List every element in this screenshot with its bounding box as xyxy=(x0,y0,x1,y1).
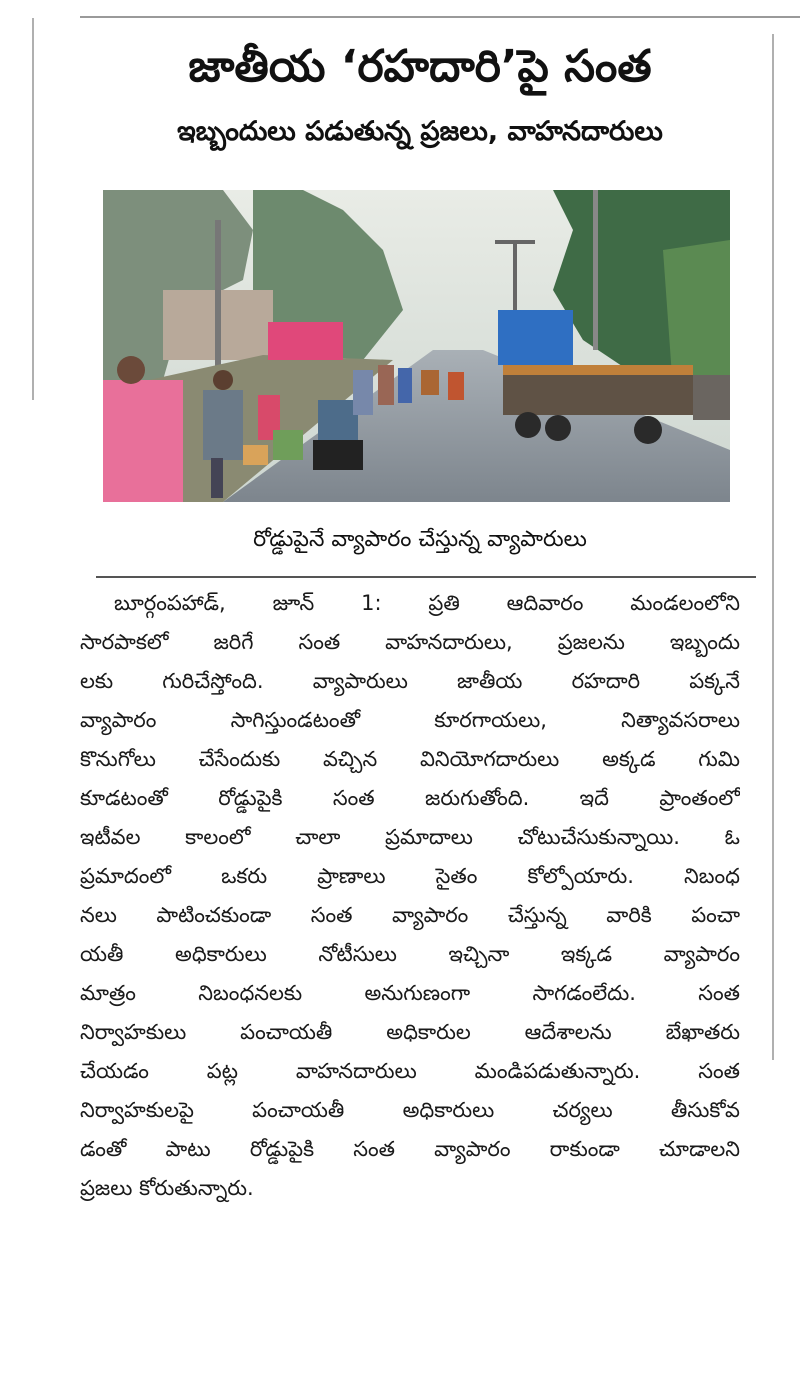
vegetable-basket xyxy=(243,445,268,465)
headline: జాతీయ ‘రహదారి’పై సంత xyxy=(188,41,652,92)
person-walking xyxy=(203,390,243,460)
person-distant xyxy=(378,365,394,405)
article-line: కూడటంతో రోడ్డుపైకి సంత జరుగుతోంది. ఇదే ప్రాంతంలో xyxy=(80,786,740,810)
article-line: బూర్గంపహాడ్‌, జూన్‌ 1: ప్రతి ఆదివారం మండలంలోని xyxy=(114,591,740,615)
motorcycle xyxy=(313,440,363,470)
article-line: సారపాకలో జరిగే సంత వాహనదారులు, ప్రజలను ఇబ్బందు xyxy=(80,630,740,654)
vegetable-stall xyxy=(273,430,303,460)
roadside-banner xyxy=(268,322,343,360)
person-distant xyxy=(353,370,373,415)
subheadline: ఇబ్బందులు పడుతున్న ప్రజలు, వాహనదారులు xyxy=(177,116,663,147)
article-line: యతీ అధికారులు నోటీసులు ఇచ్చినా ఇక్కడ వ్యాపారం xyxy=(80,942,740,966)
road-market-photo xyxy=(103,190,730,502)
article-line: ప్రజలు కోరుతున్నారు. xyxy=(80,1176,254,1200)
truck-wheel xyxy=(634,416,662,444)
article-line: మాత్రం నిబంధనలకు అనుగుణంగా సాగడంలేదు. సంత xyxy=(80,981,740,1005)
motorcycle-distant xyxy=(448,372,464,400)
truck-cab xyxy=(498,310,573,365)
article-body xyxy=(80,584,740,1208)
left-column-rule xyxy=(32,18,34,400)
person-head xyxy=(117,356,145,384)
article-line: చేయడం పట్ల వాహనదారులు మండిపడుతున్నారు. సంత xyxy=(80,1059,740,1083)
auto-rickshaw xyxy=(421,370,439,395)
road-barrier xyxy=(693,375,730,420)
article-line: నిర్వాహకులపై పంచాయతీ అధికారులు చర్యలు తీసుకోవ xyxy=(80,1098,740,1122)
article-line: నలు పాటించకుండా సంత వ్యాపారం చేస్తున్న వారికి పంచా xyxy=(80,903,740,927)
street-light-arm xyxy=(495,240,535,244)
person-head xyxy=(213,370,233,390)
photo-caption: రోడ్డుపైనే వ్యాపారం చేస్తున్న వ్యాపారులు xyxy=(253,527,587,552)
utility-pole xyxy=(215,220,221,370)
article-line: ఇటీవల కాలంలో చాలా ప్రమాదాలు చోటుచేసుకున్నాయి. ఓ xyxy=(80,825,740,849)
truck-wheel xyxy=(515,412,541,438)
trailer-bed xyxy=(503,365,693,375)
truck-wheel xyxy=(545,415,571,441)
news-photo xyxy=(103,190,730,502)
article-line: కొనుగోలు చేసేందుకు వచ్చిన వినియోగదారులు అక్కడ గుమి xyxy=(80,747,740,771)
person-legs xyxy=(211,458,223,498)
top-rule xyxy=(80,16,800,18)
article-line: నిర్వాహకులు పంచాయతీ అధికారుల ఆదేశాలను బేఖాతరు xyxy=(80,1020,740,1044)
article-line: లకు గురిచేస్తోంది. వ్యాపారులు జాతీయ రహదారి పక్కనే xyxy=(80,669,740,693)
right-column-rule xyxy=(772,34,774,1060)
person-pink-shirt xyxy=(103,380,183,502)
article-line: వ్యాపారం సాగిస్తుండటంతో కూరగాయలు, నిత్యావసరాలు xyxy=(80,708,740,732)
article-line: ప్రమాదంలో ఒకరు ప్రాణాలు సైతం కోల్పోయారు. నిబంధ xyxy=(80,864,740,888)
person-distant xyxy=(398,368,412,403)
right-pole xyxy=(593,190,598,350)
article-line: డంతో పాటు రోడ్డుపైకి సంత వ్యాపారం రాకుండా చూడాలని xyxy=(80,1137,740,1161)
caption-rule xyxy=(96,576,756,578)
